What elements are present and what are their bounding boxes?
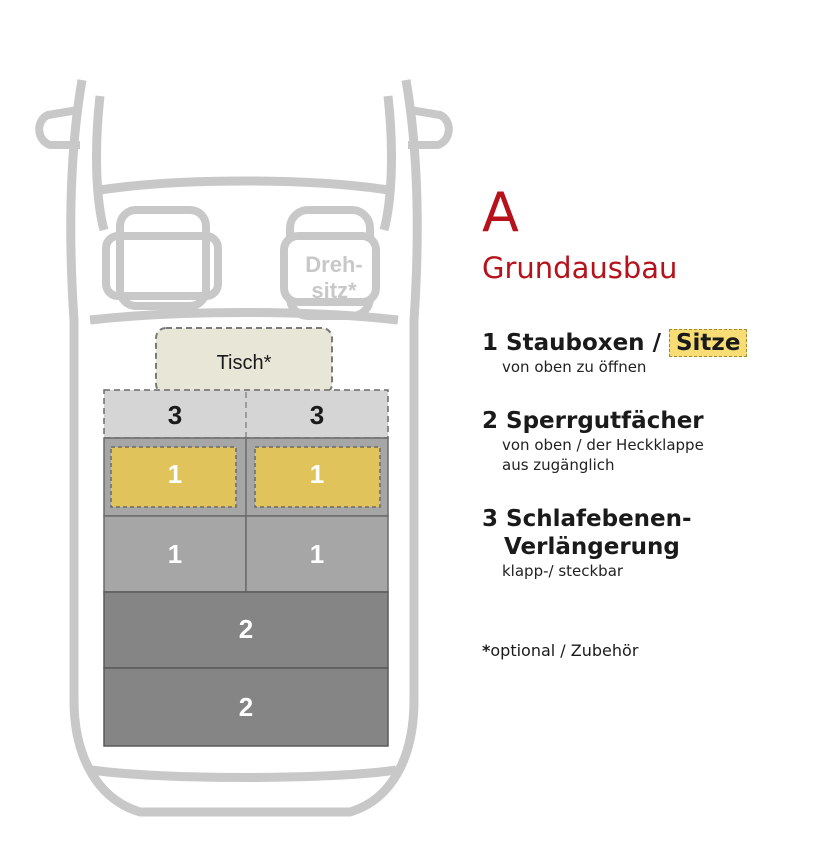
footnote-text: optional / Zubehör [490,641,639,660]
legend-item-2-number: 2 [482,408,499,434]
optional-footnote [482,641,802,661]
legend-item-2-description-line1: von oben / der Heckklappe [502,436,704,454]
swivel-seat-label-line2: sitz* [311,278,357,303]
zone-label: 2 [238,692,254,722]
variant-letter: A [482,181,519,244]
driver-seat [106,210,218,306]
legend-item-1-title: Stauboxen / [506,330,661,356]
zone-label: 1 [309,539,325,569]
zone-label: 2 [238,614,254,644]
table-label: Tisch* [216,352,272,374]
legend-item-3-title-line1: Schlafebenen- [506,506,692,532]
legend-item-3-title-line2: Verlängerung [504,534,680,560]
zone-label: 3 [167,400,183,430]
legend-item-1-description: von oben zu öffnen [502,358,647,376]
zone-label: 3 [309,400,325,430]
seat-highlight-badge: Sitze [669,329,747,357]
legend-item-3-description: klapp-/ steckbar [502,562,624,580]
variant-title: Grundausbau [482,251,678,285]
legend-item-1 [482,329,802,377]
legend-item-3 [482,505,802,581]
swivel-seat-label-line1: Dreh- [305,252,363,277]
legend-item-3-number: 3 [482,506,499,532]
legend-panel [482,181,802,661]
footnote-star: * [482,641,491,660]
legend-item-3-heading [482,505,802,561]
zone-label: 1 [309,459,325,489]
legend-item-2-description-line2: aus zugänglich [502,456,615,474]
legend-item-2-title: Sperrgutfächer [506,408,704,434]
legend-item-2 [482,407,802,475]
zone-label: 1 [167,539,183,569]
zone-label: 1 [167,459,183,489]
legend-item-2-heading [482,407,802,435]
legend-item-1-number: 1 [482,330,499,356]
legend-item-1-heading [482,329,802,357]
